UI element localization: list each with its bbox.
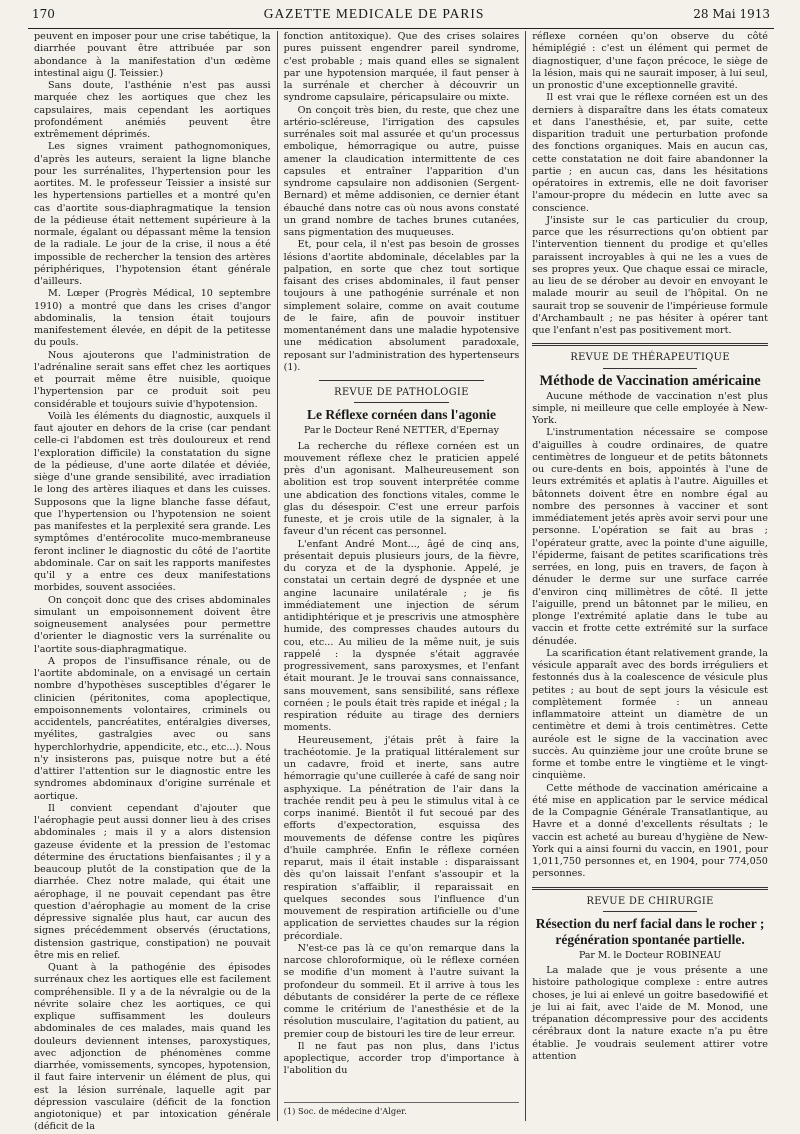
- article-title: Méthode de Vaccination américaine: [539, 372, 761, 389]
- section-rule: [603, 368, 697, 369]
- paragraph: peuvent en imposer pour une crise tabétique, la diarrhée pouvant être attribuée par son abondance à la manifestation d'un œdème intestinal aigu (J. Teissier.): [34, 31, 271, 79]
- issue-date: 28 Mai 1913: [693, 7, 770, 21]
- paragraph: Sans doute, l'asthénie n'est pas aussi marquée chez les aortiques que chez les capsulaires, mais cependant les aortiques profondément anémiés peuvent être extrêmement déprimés.: [34, 80, 271, 140]
- header-rule: [28, 28, 774, 29]
- section-heading: REVUE DE CHIRURGIE: [586, 895, 714, 907]
- section-heading: REVUE DE THÉRAPEUTIQUE: [570, 352, 730, 364]
- article-byline: Par M. le Docteur ROBINEAU: [578, 949, 722, 961]
- paragraph: fonction antitoxique). Que des crises solaires pures puissent engendrer pareil syndrome, c'est probable ; mais quand elles se signalent par une hypotension marquée, il faut penser à la surrénale et chercher à découvrir un syndrome capsulaire, péricapsulaire ou mixte.: [283, 31, 520, 104]
- paragraph: Nous ajouterons que l'administration de l'adrénaline serait sans effet chez les aortiques et pourrait même être nuisible, quoique l'hypertension par ce produit soit peu considérable et toujours suivie d'hypotension.: [34, 349, 271, 410]
- page-header: [28, 6, 774, 28]
- paragraph: Il convient cependant d'ajouter que l'aérophagie peut aussi donner lieu à des crises abdominales ; mais il y a alors distension gazeuse évidente et la pression de l'estomac détermine des éructations bienfaisantes ; il y a beaucoup plutôt de la constipation que de la diarrhée. Chez notre malade, qui était une aérophage, il ne pouvait cependant pas être question d'aérophagie au moment de la crise dépressive signalée plus haut, car aucun des signes précédemment observés (éructations, distension gastrique, constipation) ne pouvait être mis en relief.: [34, 802, 271, 961]
- section-rule: [532, 343, 768, 346]
- section-rule: [603, 911, 697, 912]
- article-byline: Par le Docteur René NETTER, d'Epernay: [304, 425, 499, 437]
- paragraph: Quant à la pathogénie des épisodes surrénaux chez les aortiques elle est facilement compréhensible. Il y a de la névralgie ou de la névrite solaire chez les aortiques, ce qui explique suffisamment les douleurs abdominales de ces malades, mais quand les douleurs deviennent intenses, paroxystiques, avec adjonction de phénomènes comme diarrhée, vomissements, syncopes, hypotension, il faut faire intervenir un élément de plus, qui est la lésion surrénale, laquelle agit par dépression vasculaire (déficit de la fonction angiotonique) et par intoxication générale (déficit de la: [34, 962, 271, 1133]
- section-rule: [354, 402, 448, 403]
- column-2: [277, 31, 526, 1121]
- paragraph: La recherche du réflexe cornéen est un mouvement réflexe chez le praticien appelé près d'un agonisant. Malheureusement son abolition est trop souvent interprétée comme une abdication des fonctions vitales, comme le glas du désespoir. C'est une erreur parfois funeste, et je crois utile de la signaler, à la faveur d'un récent cas personnel.: [283, 440, 520, 538]
- paragraph: Il est vrai que le réflexe cornéen est un des derniers à disparaître dans les états comateux et dans l'anesthésie, et, par suite, cette disparition traduit une perturbation profonde des fonctions organiques. Mais en aucun cas, cette constatation ne doit faire abandonner la partie ; en aucun cas, dans les hésitations opératoires in extremis, elle ne doit favoriser l'amour-propre du médecin en lutte avec sa conscience.: [532, 92, 768, 214]
- paragraph: L'enfant André Mont..., âgé de cinq ans, présentait depuis plusieurs jours, de la fièvre, du coryza et de la dysphonie. Appelé, je constatai un certain degré de dyspnée et une angine lacunaire unilatérale ; je fis immédiatement une injection de sérum antidiphtérique et je prescrivis une atmosphère humide, des compresses chaudes autours du cou, etc... Au milieu de la même nuit, je suis rappelé : la dyspnée s'était aggravée progressivement, sans paroxysmes, et l'enfant était mourant. Je le trouvai sans connaissance, sans mouvement, sans sensibilité, sans réflexe cornéen ; le pouls était très rapide et inégal ; la respiration réduite au tirage des derniers moments.: [283, 538, 520, 734]
- column-3: [525, 31, 774, 1121]
- paragraph: A propos de l'insuffisance rénale, ou de l'aortite abdominale, on a envisagé un certain nombre d'hypothèses susceptibles d'égarer le clinicien (péritonites, coma apoplectique, empoisonnements volontaires, criminels ou accidentels, pancréatites, entéralgies diverses, myélites, gastralgies avec ou sans hyperchlorhydrie, appendicite, etc., etc...). Nous n'y insisterons pas, puisque notre but a été d'attirer l'attention sur le diagnostic entre les syndromes abdominaux d'origine surrénale et aortique.: [34, 655, 271, 802]
- paragraph: M. Lœper (Progrès Médical, 10 septembre 1910) a montré que dans les crises d'angor abdominalis, la tension était toujours manifestement élevée, en dépit de la petitesse du pouls.: [34, 288, 271, 349]
- column-1: [28, 31, 277, 1133]
- paragraph: On conçoit très bien, du reste, que chez une artério-scléreuse, l'irrigation des capsules surrénales soit mal assurée et qu'un processus embolique, hémorragique ou autre, puisse amener la claudication intermittente de ces capsules et entraîner l'apparition d'un syndrome capsulaire non addisonien (Sergent-Bernard) et même addisonien, ce dernier étant ébauché dans notre cas où nous avons constaté un grand nombre de taches brunes cutanées, sans pigmentation des muqueuses.: [283, 104, 520, 238]
- paragraph: N'est-ce pas là ce qu'on remarque dans la narcose chloroformique, où le réflexe cornéen se modifie d'un moment à l'autre suivant la profondeur du sommeil. Et il arrive à tous les débutants de considérer la perte de ce réflexe comme le critérium de l'anesthésie et de la résolution musculaire, l'agitation du patient, au premier coup de bistouri les tire de leur erreur.: [283, 942, 520, 1040]
- article-title: Résection du nerf facial dans le rocher ; régénération spontanée partielle.: [535, 915, 765, 947]
- paragraph: J'insiste sur le cas particulier du croup, parce que les résurrections qu'on obtient par l'intervention tiennent du prodige et qu'elles paraissent incroyables à qui ne les a vues de ses propres yeux. Que chaque essai ce miracle, au lieu de se dérober au devoir en envoyant le malade mourir au seuil de l'hôpital. On ne saurait trop se souvenir de l'impérieuse formule d'Archambault ; ne pas hésiter à opérer tant que l'enfant n'est pas positivement mort.: [532, 214, 768, 336]
- paragraph: Les signes vraiment pathognomoniques, d'après les auteurs, seraient la ligne blanche pour les surrénalites, l'hypertension pour les aortites. M. le professeur Teissier a insisté sur les hypertensions partielles et a montré qu'en cas d'aortite sous-diaphragmatique la tension de la pédieuse était nettement supérieure à la normale, égalant ou dépassant même la tension de la radiale. Le jour de la crise, il nous a été impossible de rechercher la tension des artères périphériques, l'hypotension étant générale d'ailleurs.: [34, 141, 271, 287]
- section-rule: [532, 887, 768, 890]
- paragraph: Il ne faut pas non plus, dans l'ictus apoplectique, accorder trop d'importance à l'abolition du: [283, 1040, 520, 1077]
- paragraph: Cette méthode de vaccination américaine a été mise en application par le service médical de la Compagnie Générale Transatlantique, au Havre et a donné d'excellents résultats ; le vaccin est acheté au bureau d'hygiène de New-York qui a ainsi fourni du vaccin, en 1901, pour 1,011,750 personnes et, en 1904, pour 774,050 personnes.: [532, 782, 768, 880]
- paragraph: Voilà les éléments du diagnostic, auxquels il faut ajouter en dehors de la crise (car pendant celle-ci l'abdomen est très douloureux et rend l'exploration difficile) la constatation du signe de la pédieuse, d'une aorte dilatée et déviée, siège d'une grande sensibilité, avec irradiation le long des artères iliaques et dans les cuisses. Supposons que la ligne blanche fasse défaut, que l'hypertension ou l'hypotension ne soient pas manifestes et la perplexité sera grande. Les symptômes d'entérocolite muco-membraneuse feront incliner le diagnostic du côté de l'aortite abdominale. Car on sait les rapports manifestes qu'il y a entre ces deux manifestations morbides, souvent associées.: [34, 410, 271, 594]
- paragraph: Aucune méthode de vaccination n'est plus simple, ni meilleure que celle employée à New-York.: [532, 390, 768, 426]
- paragraph: Et, pour cela, il n'est pas besoin de grosses lésions d'aortite abdominale, décelables par la palpation, en sorte que chez tout sortique faisant des crises abdominales, il faut penser toujours à une pathogénie surrénale et non simplement solaire, comme on avait coutume de le faire, afin de pouvoir instituer momentanément dans une maladie hypotensive une médication absolument paradoxale, reposant sur l'administration des hypertenseurs (1).: [283, 239, 520, 373]
- section-rule: [319, 380, 484, 381]
- paragraph: On conçoit donc que des crises abdominales simulant un empoisonnement doivent être soigneusement analysées pour permettre d'orienter le diagnostic vers la surrénalite ou l'aortite sous-diaphragmatique.: [34, 594, 271, 655]
- paragraph: Heureusement, j'étais prêt à faire la trachéotomie. Je la pratiqual littéralement sur un cadavre, froid et inerte, sans autre hémorragie qu'une cuillerée à café de sang noir asphyxique. La pénétration de l'air dans la trachée rendit peu à peu le stimulus vital à ce corps inanimé. Bientôt il fut secoué par des efforts d'expectoration, esquissa des mouvements de défense contre les piqûres d'huile camphrée. Enfin le réflexe cornéen reparut, mais il était instable : disparaissant dès qu'on laissait l'enfant s'assoupir et la respiration s'affaiblir, il reparaissait en quelques secondes sous l'influence d'un mouvement de respiration artificielle ou d'une application de serviettes chaudes sur la région précordiale.: [283, 734, 520, 942]
- columns: [28, 31, 774, 1133]
- article-title: Le Réflexe cornéen dans l'agonie: [306, 407, 496, 423]
- section-heading: REVUE DE PATHOLOGIE: [334, 387, 469, 398]
- page-number: 170: [32, 7, 55, 21]
- footnote: (1) Soc. de médecine d'Alger.: [284, 1102, 520, 1117]
- paragraph: réflexe cornéen qu'on observe du côté hémiplégié : c'est un élément qui permet de diagnostiquer, d'une façon précoce, le siège de la lésion, mais qui ne saurait imposer, à lui seul, un pronostic d'une exceptionnelle gravité.: [532, 31, 768, 91]
- paragraph: La malade que je vous présente a une histoire pathologique complexe : entre autres choses, je lui ai enlevé un goitre basedowifié et je lui ai fait, avec l'aide de M. Monod, une trépanation décompressive pour des accidents cérébraux dont la nature exacte n'a pu être établie. Je voudrais seulement attirer votre attention: [532, 965, 768, 1062]
- journal-title: GAZETTE MEDICALE DE PARIS: [263, 6, 485, 21]
- paragraph: L'instrumentation nécessaire se compose d'aiguilles à coudre ordinaires, de quatre centimètres de longueur et de petits bâtonnets ou cure-dents en bois, appointés à l'une de leurs extrémités et aplatis à l'autre. Aiguilles et bâtonnets doivent être en nombre égal au nombre des personnes à vacciner et sont immédiatement jetés après avoir servi pour une personne. L'opération se fait au bras ; l'opérateur gratte, avec la pointe d'une aiguille, l'épiderme, faisant de petites scarifications très serrées, en long, puis en travers, de façon à dénuder le derme sur une surface carrée d'environ cinq millimètres de côté. Il jette l'aiguille, prend un bâtonnet par le milieu, en plonge l'extrémité aplatie dans le tube au vaccin et frotte cette extrémité sur la surface dénudée.: [532, 427, 768, 647]
- paragraph: La scarification étant relativement grande, la vésicule apparaît avec des bords irréguliers et festonnés dus à la coalescence de vésicule plus petites ; au bout de sept jours la vésicule est complètement formée : un anneau inflammatoire atteint un diamètre de un centimètre et demi à trois centimètres. Cette auréole est le signe de la vaccination avec succès. Au quinzième jour une croûte brune se forme et tombe entre le vingtième et le vingt-cinquième.: [532, 647, 768, 782]
